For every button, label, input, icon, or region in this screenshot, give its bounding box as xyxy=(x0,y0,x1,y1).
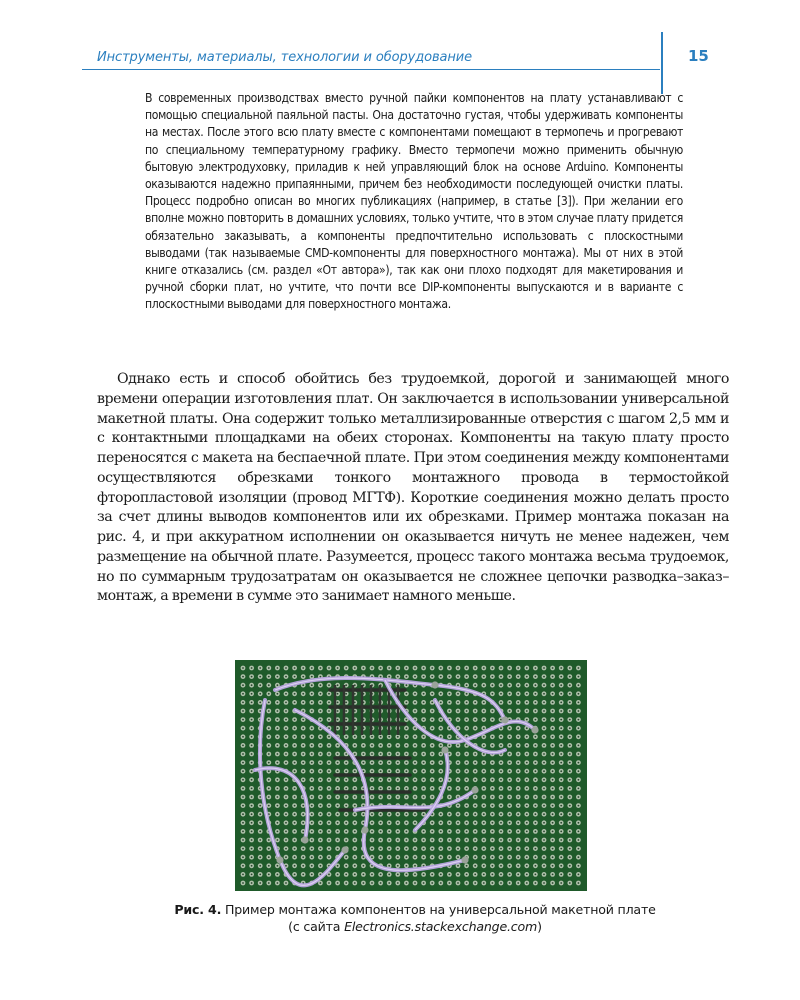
running-header-title: Инструменты, материалы, технологии и оборудование xyxy=(97,50,473,65)
header-rule xyxy=(82,69,660,70)
figure-photo-perfboard xyxy=(235,660,587,891)
caption-source-prefix: (с сайта xyxy=(288,919,345,934)
caption-line-2 xyxy=(120,918,710,935)
caption-line-1 xyxy=(120,901,710,918)
caption-source-site: Electronics.stackexchange.com xyxy=(344,919,538,934)
caption-source-suffix: ) xyxy=(537,919,542,934)
caption-text: Пример монтажа компонентов на универсальной макетной плате xyxy=(221,902,656,917)
page-number: 15 xyxy=(688,47,709,65)
header-divider xyxy=(661,32,663,94)
figure-caption xyxy=(120,901,710,935)
caption-label: Рис. 4. xyxy=(174,902,222,917)
perfboard-illustration xyxy=(235,660,587,891)
body-paragraph: Однако есть и способ обойтись без трудоемкой, дорогой и занимающей много времени операции изготовления плат. Он заключается в использовании универсальной макетной платы. Она содержит только металлизированные отверстия с шагом 2,5 мм и с контактными площадками на обеих сторонах. Компоненты на такую плату просто переносятся с макета на беспаечной плате. При этом соединения между компонентами осуществляются обрезками тонкого монтажного провода в термостойкой фторопластовой изоляции (провод МГТФ). Короткие соединения можно делать просто за счет длины выводов компонентов или их обрезками. Пример монтажа показан на рис. 4, и при аккуратном исполнении он оказывается ничуть не менее надежен, чем размещение на обычной плате. Разумеется, процесс такого монтажа весьма трудоемок, но по суммарным трудозатратам он оказывается не сложнее цепочки разводка–заказ–монтаж, а времени в сумме это занимает намного меньше. xyxy=(97,371,729,605)
sidebar-note: В современных производствах вместо ручной пайки компонентов на плату устанавливают с помощью специальной паяльной пасты. Она достаточно густая, чтобы удерживать компоненты на местах. После этого всю плату вместе с компонентами помещают в термопечь и прогревают по специальному температурному графику. Вместо термопечи можно применить обычную бытовую электродуховку, приладив к ней управляющий блок на основе Arduino. Компоненты оказываются надежно припаянными, причем без необходимости последующей очистки платы. Процесс подробно описан во многих публикациях (например, в статье [3]). При желании его вполне можно повторить в домашних условиях, только учтите, что в этом случае плату придется обязательно заказывать, а компоненты предпочтительно использовать с плоскостными выводами (так называемые СМD-компоненты для поверхностного монтажа). Мы от них в этой книге отказались (см. раздел «От автора»), так как они плохо подходят для макетирования и ручной сборки плат, но учтите, что почти все DIP-компоненты выпускаются и в варианте с плоскостными выводами для поверхностного монтажа. xyxy=(145,91,683,312)
